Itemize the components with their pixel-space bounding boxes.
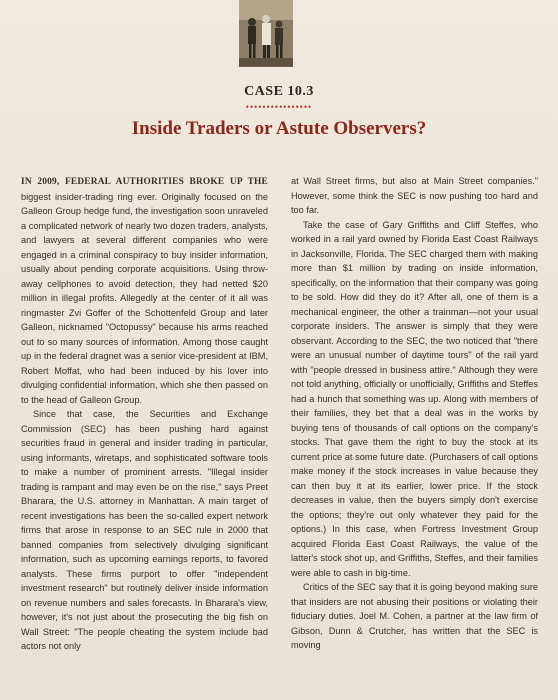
right-column (291, 174, 538, 700)
paragraph-text: biggest insider-trading ring ever. Originally focused on the Galleon Group hedge fund, the investigation soon unraveled a complicated network of nearly two dozen traders, analysts, and lawyers at several different companies who were engaged in a criminal conspiracy to buy insider information, usually about pending corporate acquisitions. Using throw-away cellphones to avoid detection, they had netted $20 million in illegal profits. Allegedly at the center of it all was ringmaster Zvi Goffer of the Schottenfeld Group and later Galleon, nicknamed "Octopussy" because his arms reached out to so many sources of information. Among those caught up in the federal dragnet was a senior vice-president at IBM, Robert Moffat, who had been induced by his lover into divulging confidential information, which she then passed on to the head of Galleon Group. (21, 191, 268, 405)
divider-dots: •••••••••••••••• (245, 102, 313, 112)
paragraph: Take the case of Gary Griffiths and Cliff Steffes, who worked in a rail yard owned by Florida East Coast Railways in Jacksonville, Florida. The SEC charged them with making more than $1 million by trading on inside information, specifically, on the information that their company was going to be sold. How did they do it? After all, one of them is a mechanical engineer, the other a trainman—not your usual corporate insiders. The answer is simply that they were observant. According to the SEC, the two noticed that "there were an unusual number of daytime tours" of the rail yard with "people dressed in business attire." Although they were not told anything, officially or unofficially, Griffiths and Steffes had a hunch that something was up. Along with members of their families, they bet that a deal was in the works by buying tens of thousands of call options on the company's stocks. That gave them the right to buy the stock at its current price at some future date. (Purchasers of call options make money if the stock increases in value because they can then buy it at its earlier, lower price. If the stock decreases in value, then the buyers simply don't exercise the options; they're out only whatever they paid for the options.) In this case, when Fortress Investment Group acquired Florida East Coast Railways, the value of the latter's stock shot up, and Griffiths, Steffes, and their families were able to cash in big-time. (291, 219, 538, 578)
case-title: Inside Traders or Astute Observers? (131, 118, 427, 139)
paragraph (21, 174, 268, 407)
article-columns (21, 174, 538, 700)
paragraph: at Wall Street firms, but also at Main Street companies." However, some think the SEC is now pushing too hard and too far. (291, 176, 538, 215)
people-photo-icon (239, 0, 293, 66)
paragraph: Since that case, the Securities and Exchange Commission (SEC) has been pushing hard against securities fraud in general and insider trading in particular, using informants, wiretaps, and sophisticated software tools to make a number of prominent arrests. "Illegal insider trading is rampant and may even be on the rise," says Preet Bharara, the U.S. attorney in Manhattan. A main target of recent investigations has been the so-called expert network firms that arose in response to an SEC rule in 2000 that banned companies from selectively divulging significant information, such as upcoming earnings reports, to favored analysts. These firms purport to offer "independent investment research" but routinely deliver inside information on revenue numbers and sales forecasts. In Bharara's view, however, it's not just about the prosecuting the big fish on Wall Street: "The people cheating the system include bad actors not only (21, 409, 268, 651)
left-column (21, 174, 268, 700)
lead-in-caps: IN 2009, FEDERAL AUTHORITIES BROKE UP THE (21, 177, 268, 187)
case-number: CASE 10.3 (244, 84, 314, 99)
case-photo (239, 0, 293, 67)
paragraph: Critics of the SEC say that it is going beyond making sure that insiders are not abusing their positions or violating their fiduciary duties. Joel M. Cohen, a partner at the law firm of Gibson, Dunn & Crutcher, has written that the SEC is moving (291, 582, 538, 650)
